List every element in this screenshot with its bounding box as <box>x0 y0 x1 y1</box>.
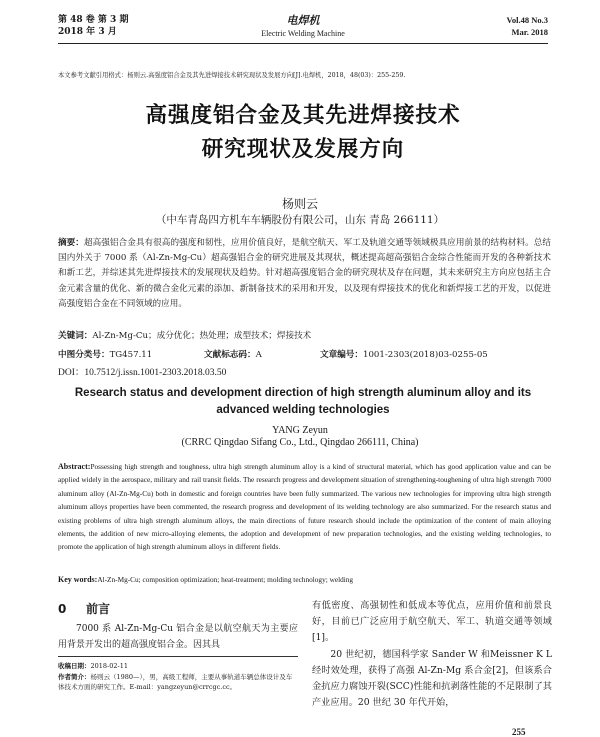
article-no-value: 1001-2303(2018)03-0255-05 <box>362 350 488 360</box>
clc-value: TG457.11 <box>109 350 153 360</box>
abstract-cn-text: 超高强铝合金具有很高的强度和韧性，应用价值良好，是航空航天、军工及轨道交通等领域极具应用前景的结构材料。总结国内外关于 7000 系（Al-Zn-Mg-Cu）超高强铝合金的研究进展及其现状，概述提高超高强铝合金综合性能而开发的各种新技术和新工艺，并综述其先进焊接技术的发展现状及趋势。针对超高强度铝合金的研究现状及存在问题，其未来研究主方向应包括主合金元素含量的优化、新的微合金化元素的添加、新制备技术的采用和开发，以及现有焊接技术的优化和新焊接工艺的开发，以促进高强度铝合金在不同领域的应用。 <box>58 238 551 309</box>
affiliation-en: (CRRC Qingdao Sifang Co., Ltd., Qingdao 266111, China) <box>181 437 419 448</box>
volume-en: Vol.48 No.3 <box>506 15 548 25</box>
volume-cn: 第 48 卷 第 3 期 <box>58 15 129 25</box>
section-heading <box>58 600 298 618</box>
header-right <box>507 14 548 38</box>
keywords-cn <box>58 329 551 343</box>
journal-name-en: Electric Welding Machine <box>261 29 345 38</box>
abstract-en-text: Possessing high strength and toughness, ultra high strength aluminum alloy is a kind of structural material, which has good application value and can be applied widely in the aerospace, military and rail transit fields. The research progress and development situation of strengthening-toughening of ultra high strength 7000 aluminum alloy (Al-Zn-Mg-Cu) both in domestic and foreign countries have been fully summarized. The various new technologies for improving ultra high strength aluminum alloys properties have been commented, the research progress and development of its welding technology are also summarized. For the research status and existing problems of ultra high strength aluminum alloys, the main directions of future research should include the optimization of the content of main alloying elements, the addition of new micro-alloying elements, the adoption and development of new preparation technologies, and the existing welding technologies, to promote the application of high strength aluminum alloys in different fields. <box>58 462 551 552</box>
received-label: 收稿日期： <box>58 662 91 670</box>
doc-code-value: A <box>255 350 262 360</box>
abstract-en-label: Abstract: <box>58 462 91 471</box>
title-cn-line2: 研究现状及发展方向 <box>201 137 405 162</box>
abstract-cn-label: 摘要： <box>58 238 84 248</box>
doi: DOI：10.7512/j.issn.1001-2303.2018.03.50 <box>58 368 227 378</box>
keywords-en <box>58 573 551 586</box>
journal-name-cn: 电焊机 <box>286 14 320 27</box>
footnote <box>58 656 298 693</box>
title-cn <box>58 99 548 167</box>
right-column <box>312 598 552 711</box>
keywords-en-label: Key words: <box>58 575 98 584</box>
keywords-cn-text: Al-Zn-Mg-Cu；成分优化；热处理；成型技术；焊接技术 <box>92 331 312 341</box>
title-cn-line1: 高强度铝合金及其先进焊接技术 <box>145 103 461 128</box>
title-en: Research status and development direction of high strength aluminum alloy and its advanced welding technologies <box>74 387 532 416</box>
author-en: YANG Zeyun <box>272 425 328 436</box>
footnote-bio <box>58 672 298 693</box>
classification-line <box>58 348 551 362</box>
footnote-received <box>58 661 298 672</box>
keywords-cn-label: 关键词： <box>58 331 93 341</box>
date-cn: 2018 年 3 月 <box>58 27 117 37</box>
bio-text: 杨则云（1980—），男，高级工程师，主要从事轨道车辆总体设计及车体技术方面的研究工作。E-mail：yangzeyun@crrcgc.cc。 <box>58 672 293 691</box>
bio-label: 作者简介： <box>58 672 91 681</box>
received-date: 2018-02-11 <box>90 662 128 670</box>
header-center <box>58 14 548 39</box>
abstract-en <box>58 460 551 554</box>
keywords-en-text: Al-Zn-Mg-Cu; composition optimization; heat-treatment; molding technology; welding <box>97 575 354 584</box>
clc-label: 中图分类号： <box>58 350 110 360</box>
section-number: 0 <box>58 602 67 616</box>
doc-code-label: 文献标志码： <box>204 350 256 360</box>
citation-format: 本文参考文献引用格式：杨则云.高强度铝合金及其先进焊接技术研究现状及发展方向[J].电焊机，2018，48(03)：255-259. <box>58 72 406 79</box>
article-no-label: 文章编号： <box>320 350 363 360</box>
right-paragraph-1: 有低密度、高强韧性和低成本等优点，应用价值和前景良好，目前已广泛应用于航空航天、军工、轨道交通等领域[1]。 <box>312 600 552 644</box>
intro-paragraph: 7000 系 Al-Zn-Mg-Cu 铝合金是以航空航天为主要应用背景开发出的超高强度铝合金。因其具 <box>58 624 298 650</box>
author-cn: 杨则云 <box>281 197 318 211</box>
affiliation-cn: （中车青岛四方机车车辆股份有限公司，山东 青岛 266111） <box>155 214 445 226</box>
left-column <box>58 600 298 653</box>
page-number: 255 <box>512 727 526 737</box>
page-header <box>58 14 548 44</box>
section-title: 前言 <box>86 602 111 616</box>
right-paragraph-2: 20 世纪初，德国科学家 Sander W 和Meissner K L 经时效处理，获得了高强 Al-Zn-Mg 系合金[2]，但该系合金抗应力腐蚀开裂(SCC)性能和抗剥落性能的不足限制了其产业应用。20 世纪 30 年代开始， <box>312 648 552 709</box>
abstract-cn <box>58 236 551 312</box>
date-en: Mar. 2018 <box>511 27 548 37</box>
